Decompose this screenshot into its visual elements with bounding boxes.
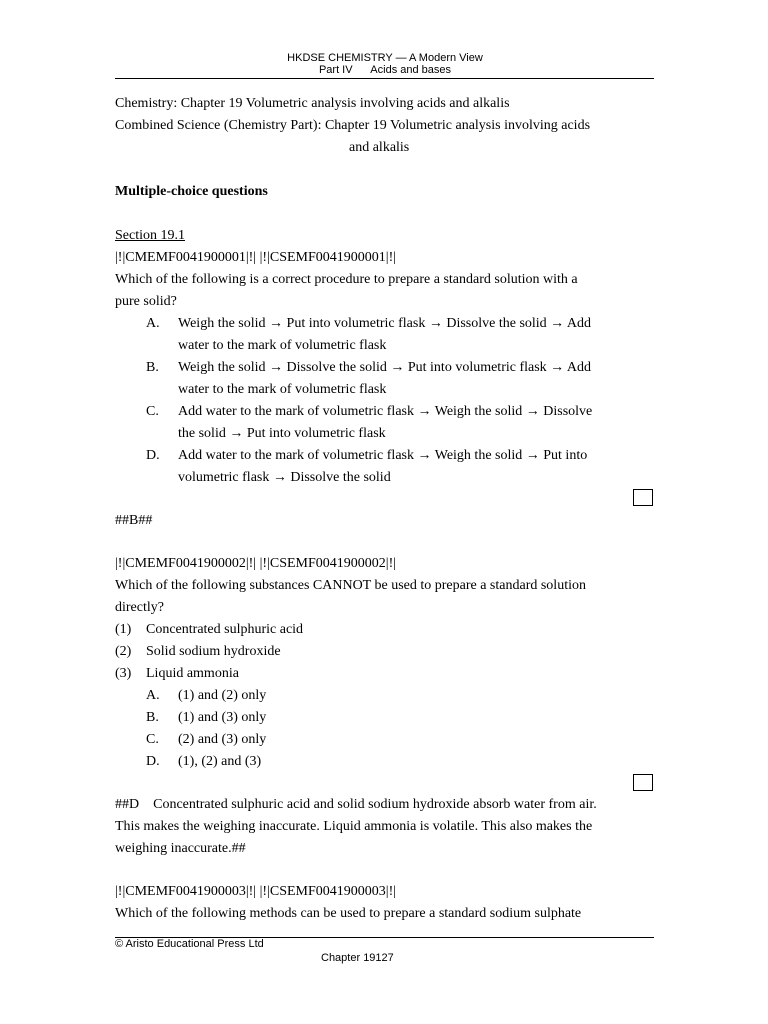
statement-text: Liquid ammonia: [146, 666, 239, 681]
answer-checkbox[interactable]: [633, 489, 653, 506]
question-stem: Which of the following substances CANNOT be used to prepare a standard solution: [115, 578, 586, 593]
option-text: (1) and (2) only: [178, 688, 267, 703]
option-letter: C.: [146, 404, 159, 419]
option-text: volumetric flask → Dissolve the solid: [178, 470, 391, 485]
statement-text: Solid sodium hydroxide: [146, 644, 281, 659]
section-heading: Multiple-choice questions: [115, 184, 268, 199]
combined-science-line: Combined Science (Chemistry Part): Chapter 19 Volumetric analysis involving acids: [115, 118, 591, 133]
question-stem: directly?: [115, 600, 164, 615]
option-text: (1) and (3) only: [178, 710, 267, 725]
option-text: (2) and (3) only: [178, 732, 267, 747]
option-text: (1), (2) and (3): [178, 754, 262, 769]
option-letter: D.: [146, 448, 160, 463]
option-text: Weigh the solid → Dissolve the solid → Put into volumetric flask → Add: [178, 360, 592, 375]
running-header-part: Part IV Acids and bases: [318, 64, 452, 76]
answer-explanation: This makes the weighing inaccurate. Liquid ammonia is volatile. This also makes the: [115, 819, 593, 834]
header-rule: [115, 78, 654, 79]
question-code: |!|CMEMF0041900003|!| |!|CSEMF0041900003|!|: [115, 884, 397, 899]
option-text: the solid → Put into volumetric flask: [178, 426, 386, 441]
running-header-title: HKDSE CHEMISTRY — A Modern View: [287, 52, 483, 64]
chemistry-chapter-line: Chemistry: Chapter 19 Volumetric analysis involving acids and alkalis: [115, 96, 510, 111]
option-text: Add water to the mark of volumetric flask → Weigh the solid → Dissolve: [178, 404, 593, 419]
option-text: water to the mark of volumetric flask: [178, 338, 387, 353]
question-stem: Which of the following methods can be used to prepare a standard sodium sulphate: [115, 906, 582, 921]
question-code: |!|CMEMF0041900002|!| |!|CSEMF0041900002|!|: [115, 556, 397, 571]
option-text: Weigh the solid → Put into volumetric flask → Dissolve the solid → Add: [178, 316, 592, 331]
question-code: |!|CMEMF0041900001|!| |!|CSEMF0041900001|!|: [115, 250, 397, 265]
page-number: Chapter 19127: [321, 952, 394, 964]
option-letter: B.: [146, 360, 159, 375]
option-letter: D.: [146, 754, 160, 769]
option-letter: A.: [146, 316, 160, 331]
option-letter: C.: [146, 732, 159, 747]
option-letter: B.: [146, 710, 159, 725]
answer-explanation: ##D Concentrated sulphuric acid and solid sodium hydroxide absorb water from air.: [115, 797, 597, 812]
statement-number: (2): [115, 644, 132, 659]
answer-key: ##B##: [115, 513, 153, 528]
question-stem: pure solid?: [115, 294, 177, 309]
option-text: water to the mark of volumetric flask: [178, 382, 387, 397]
statement-text: Concentrated sulphuric acid: [146, 622, 304, 637]
answer-checkbox[interactable]: [633, 774, 653, 791]
answer-explanation: weighing inaccurate.##: [115, 841, 246, 856]
question-stem: Which of the following is a correct procedure to prepare a standard solution with a: [115, 272, 578, 287]
option-letter: A.: [146, 688, 160, 703]
option-text: Add water to the mark of volumetric flask → Weigh the solid → Put into: [178, 448, 588, 463]
copyright-notice: © Aristo Educational Press Ltd: [115, 938, 264, 950]
statement-number: (1): [115, 622, 132, 637]
combined-science-line-cont: and alkalis: [349, 140, 410, 155]
statement-number: (3): [115, 666, 132, 681]
section-label: Section 19.1: [115, 228, 185, 243]
